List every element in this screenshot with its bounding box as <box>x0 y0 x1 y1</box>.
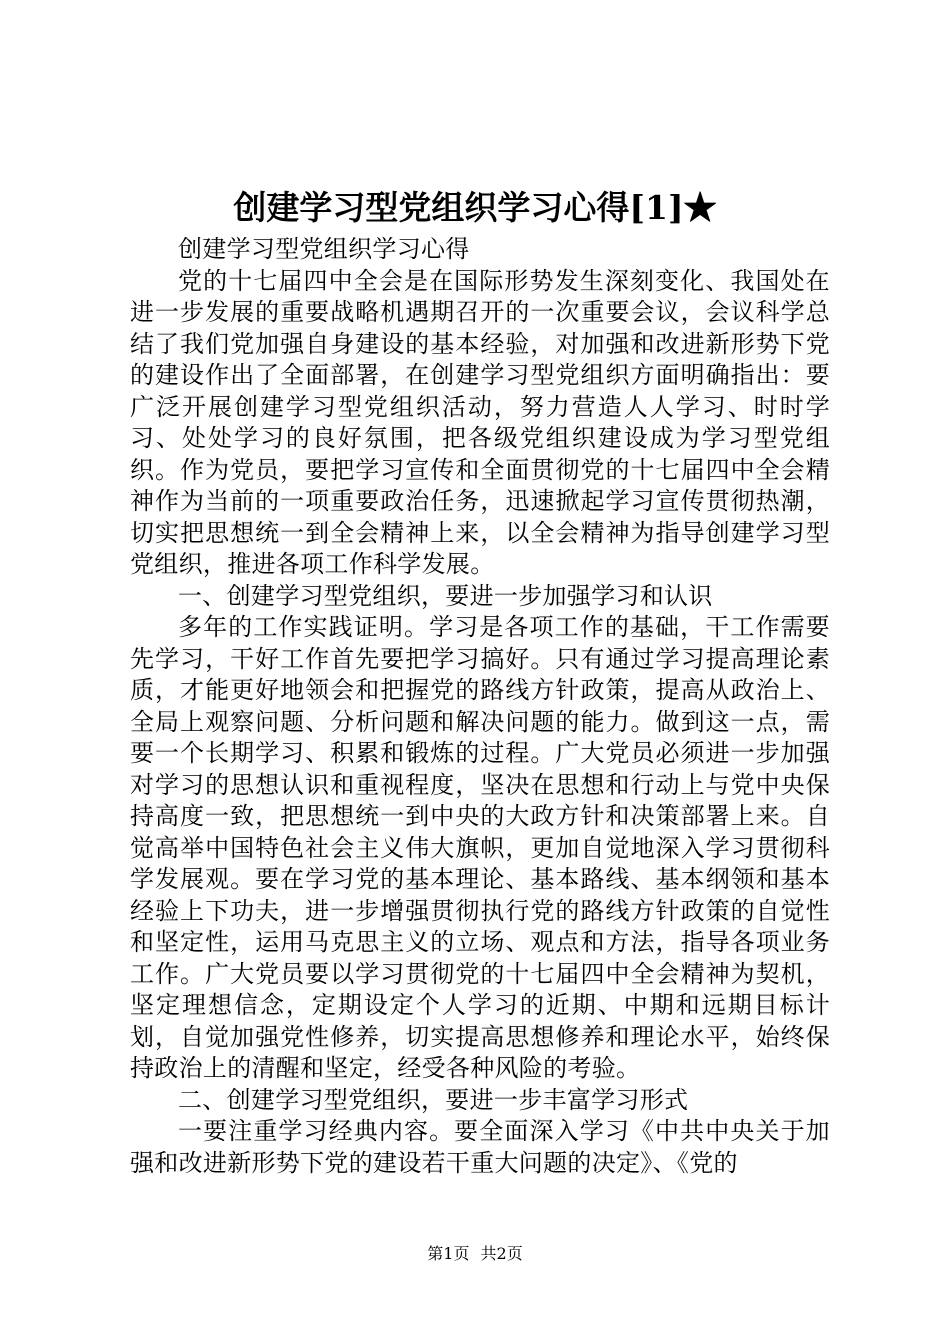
paragraph-subtitle: 创建学习型党组织学习心得 <box>178 235 470 263</box>
page-footer <box>0 1243 950 1265</box>
paragraph-section-1: 多年的工作实践证明。学习是各项工作的基础，干工作需要先学习，干好工作首先要把学习搞好。只有通过学习提高理论素质，才能更好地领会和把握党的路线方针政策，提高从政治上、全局上观察问题、分析问题和解决问题的能力。做到这一点，需要一个长期学习、积累和锻炼的过程。广大党员必须进一步加强对学习的思想认识和重视程度，坚决在思想和行动上与党中央保持高度一致，把思想统一到中央的大政方针和决策部署上来。自觉高举中国特色社会主义伟大旗帜，更加自觉地深入学习贯彻科学发展观。要在学习党的基本理论、基本路线、基本纲领和基本经验上下功夫，进一步增强贯彻执行党的路线方针政策的自觉性和坚定性，运用马克思主义的立场、观点和方法，指导各项业务工作。广大党员要以学习贯彻党的十七届四中全会精神为契机，坚定理想信念，定期设定个人学习的近期、中期和远期目标计划，自觉加强党性修养，切实提高思想修养和理论水平，始终保持政治上的清醒和坚定，经受各种风险的考验。 <box>130 613 830 1082</box>
paragraph-section-2: 一要注重学习经典内容。要全面深入学习《中共中央关于加强和改进新形势下党的建设若干重大问题的决定》、《党的 <box>130 1117 830 1177</box>
page-total: 共2页 <box>480 1244 523 1263</box>
document-title: 创建学习型党组织学习心得[1]★ <box>233 188 717 227</box>
section-heading-1: 一、创建学习型党组织，要进一步加强学习和认识 <box>178 581 713 610</box>
document-body <box>130 234 830 1179</box>
page-number: 第1页 <box>427 1244 470 1263</box>
paragraph-intro: 党的十七届四中全会是在国际形势发生深刻变化、我国处在进一步发展的重要战略机遇期召开的一次重要会议，会议科学总结了我们党加强自身建设的基本经验，对加强和改进新形势下党的建设作出了全面部署，在创建学习型党组织方面明确指出：要广泛开展创建学习型党组织活动，努力营造人人学习、时时学习、处处学习的良好氛围，把各级党组织建设成为学习型党组织。作为党员，要把学习宣传和全面贯彻党的十七届四中全会精神作为当前的一项重要政治任务，迅速掀起学习宣传贯彻热潮，切实把思想统一到全会精神上来，以全会精神为指导创建学习型党组织，推进各项工作科学发展。 <box>130 266 830 578</box>
section-heading-2: 二、创建学习型党组织，要进一步丰富学习形式 <box>178 1085 689 1114</box>
